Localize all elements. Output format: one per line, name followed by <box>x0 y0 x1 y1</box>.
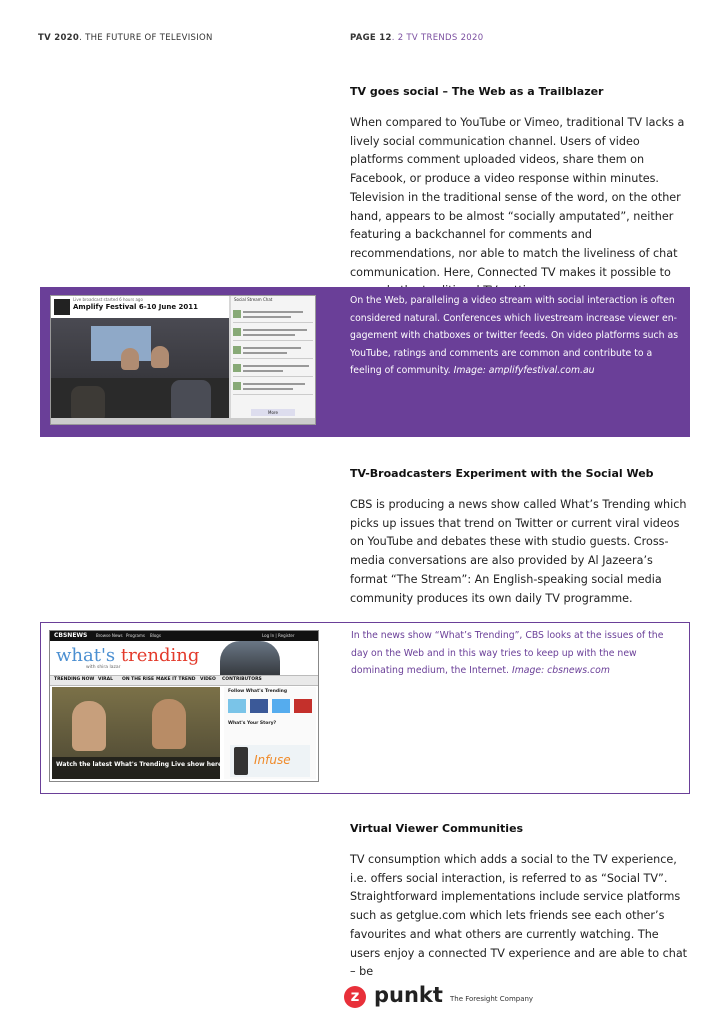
tweet <box>233 362 313 377</box>
section-body: TV consumption which adds a social to the TV experience, i.e. offers social interaction, is referred to as “Social TV”. Straightforward implementations include service platforms such as getglue.com which lets friends see each other’s favourites and what others are currently watching. The users enjoy a connected TV experience and are able to chat – be <box>350 853 688 979</box>
tweet <box>233 344 313 359</box>
more-button: More <box>251 409 295 416</box>
facebook-icon <box>250 699 268 713</box>
section-heading: TV goes social – The Web as a Trailblazer <box>350 85 604 98</box>
section-viewer-communities <box>350 822 692 982</box>
image-credit: Image: cbsnews.com <box>511 665 610 676</box>
cbs-logo: CBSNEWS <box>54 632 88 639</box>
section-tabs: TRENDING NOW VIRAL ON THE RISE MAKE IT TREND VIDEO CONTRIBUTORS <box>50 675 318 686</box>
figure-amplify <box>40 287 690 437</box>
publication-title: TV 2020 <box>38 33 80 43</box>
section-body: When compared to YouTube or Vimeo, traditional TV lacks a lively social communication channel. Users of video platforms comment uploaded videos, share them on Facebook, or produce a video response within minutes. Television in the traditional sense of the word, on the other hand, appears to be almost “socially amputated”, neither featuring a backchannel for comments and recommendations, nor able to match the liveliness of chat communication. Here, Connected TV makes it possible to <box>350 116 685 279</box>
logo-wordmark: punkt <box>374 983 443 1007</box>
section-heading: TV-Broadcasters Experiment with the Social Web <box>350 467 654 480</box>
social-stream-panel <box>231 296 315 418</box>
company-tagline: The Foresight Company <box>450 995 534 1003</box>
twitter-icon <box>272 699 290 713</box>
tab-chat: Chat <box>263 297 273 302</box>
host-label: with shira lazar <box>86 665 121 670</box>
figure-caption <box>350 292 682 380</box>
figure-whats-trending <box>40 622 690 794</box>
tweet <box>233 326 313 341</box>
section-heading: Virtual Viewer Communities <box>350 822 524 835</box>
video-player <box>51 318 229 418</box>
chapter-label: . 2 TV TRENDS 2020 <box>391 33 484 43</box>
advertisement: Infuse <box>230 745 310 777</box>
show-logo: what's trending <box>56 645 200 666</box>
section-body: CBS is producing a news show called What’s Trending which picks up issues that trend on Twitter or current viral videos on YouTube and debates these with studio guests. Cross-media conversations are also provided by Al Jazeera’s format “The Stream”: An English-speaking social media community produces its own daily TV programme. <box>350 498 687 605</box>
tab-social-stream: Social Stream <box>234 297 262 302</box>
running-header-left <box>38 33 213 43</box>
cbsnews-screenshot <box>49 630 319 782</box>
caption-text: On the Web, paralleling a video stream with social interaction is often considered natural. Conferences which livestream increase viewer engagement with chatboxes or twitter feeds. On video platforms such as YouTube, ratings and comments are common and contribute to a feeling of community. <box>350 295 679 376</box>
site-nav: CBSNEWS Browse News Programs Blogs Log In | Register <box>50 631 318 641</box>
section-broadcasters <box>350 467 692 608</box>
player-controls <box>51 418 315 424</box>
figure-caption <box>351 627 683 680</box>
publication-subtitle: . THE FUTURE OF TELEVISION <box>79 33 213 43</box>
image-credit: Image: amplifyfestival.com.au <box>453 365 595 376</box>
tweet <box>233 380 313 395</box>
sidebar: Follow What's Trending What's Your Story? Infuse <box>224 687 316 779</box>
running-header-right <box>350 33 483 43</box>
section-social-web <box>350 85 692 301</box>
rss-icon <box>228 699 246 713</box>
video-still <box>52 687 223 779</box>
youtube-icon <box>294 699 312 713</box>
caption-text: In the news show “What’s Trending”, CBS looks at the issues of the day on the Web and in this way tries to keep up with the new dominating medium, the Internet. <box>351 630 664 676</box>
tweet <box>233 308 313 323</box>
video-title: Amplify Festival 6-10 June 2011 <box>73 303 199 311</box>
amplify-screenshot <box>50 295 316 425</box>
live-label: Live broadcast started 6 hours ago <box>73 297 143 302</box>
event-logo <box>54 299 70 315</box>
zpunkt-logo: z punkt <box>344 986 444 1012</box>
page-number: PAGE 12 <box>350 33 392 43</box>
video-caption: Watch the latest What's Trending Live show here <box>56 761 223 768</box>
